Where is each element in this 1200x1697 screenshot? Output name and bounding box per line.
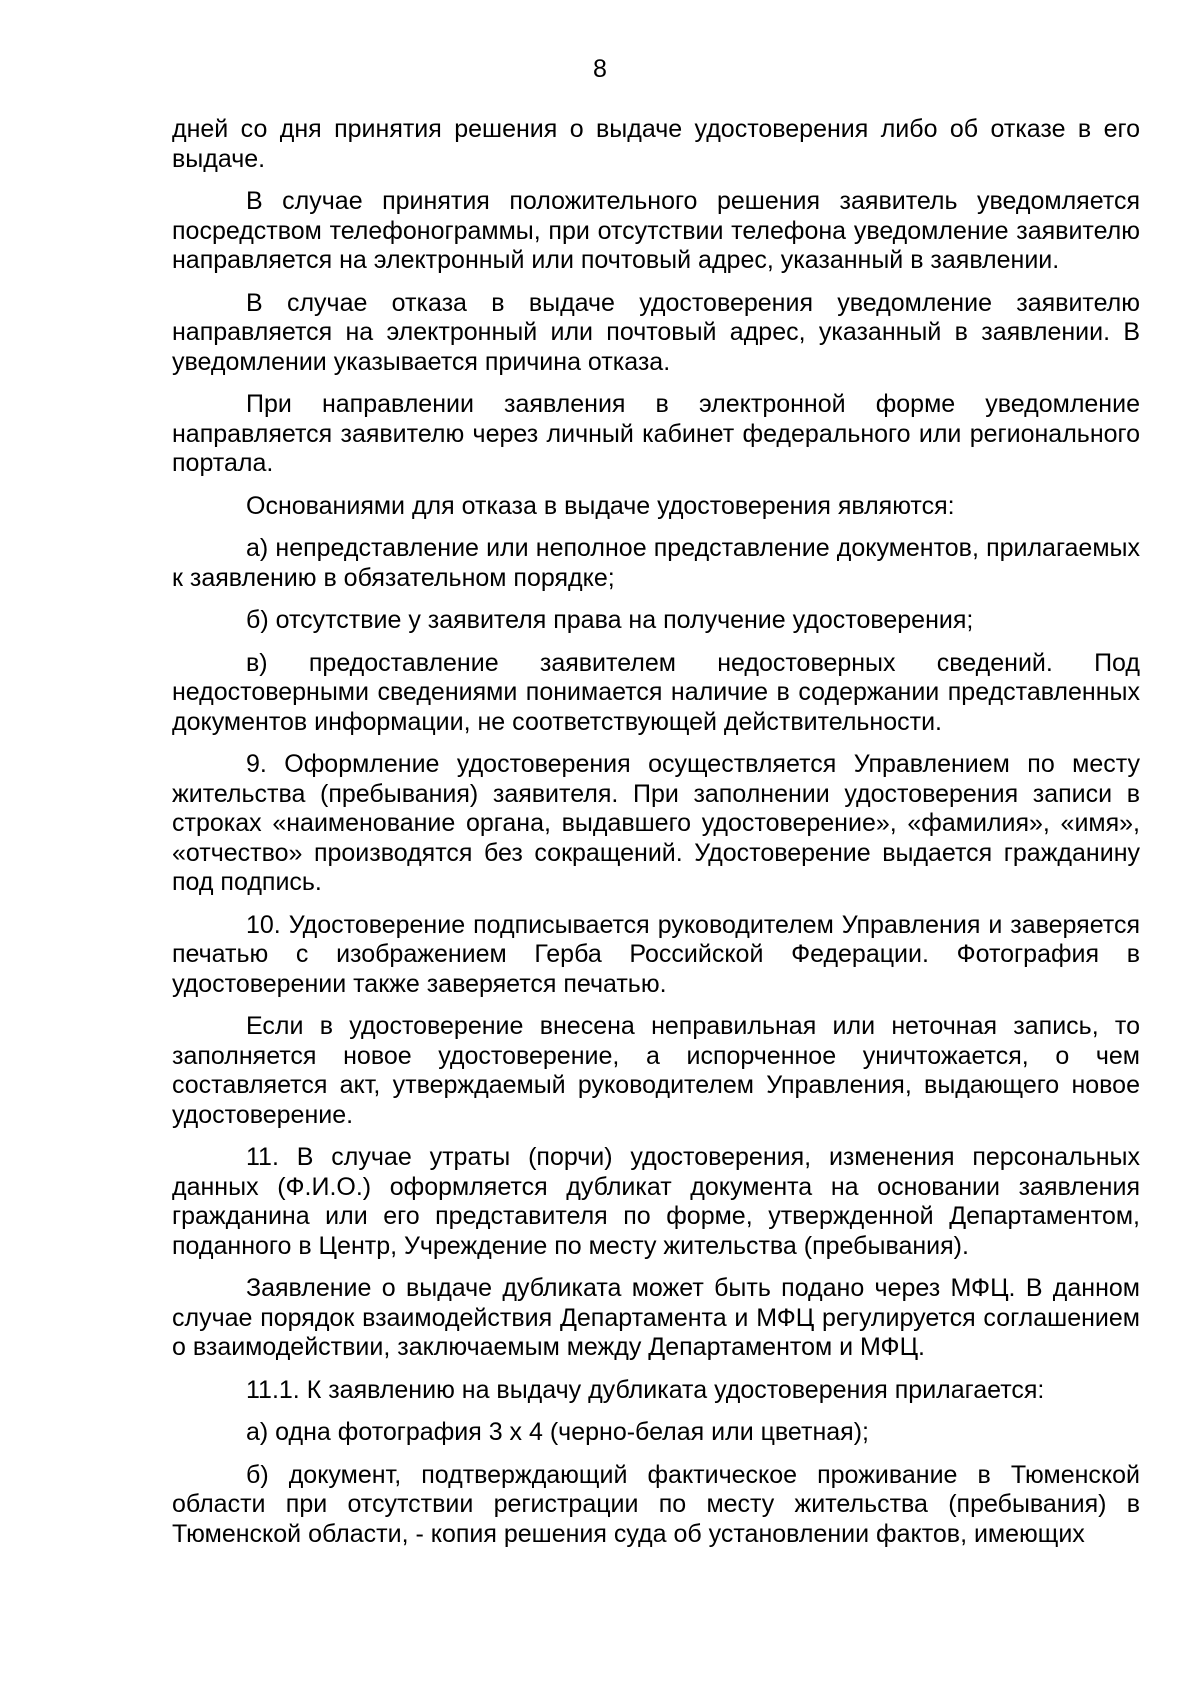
section-paragraph: 11.1. К заявлению на выдачу дубликата удостоверения прилагается: [246, 1375, 1045, 1404]
list-item: б) документ, подтверждающий фактическое проживание в Тюменской области при отсутствии регистрации по месту жительства (пребывания) в Тюменской области, - копия решения суда об установлении фактов, имеющих [172, 1460, 1140, 1548]
paragraph: В случае принятия положительного решения заявитель уведомляется посредством телефонограммы, при отсутствии телефона уведомление заявителю направляется на электронный или почтовый адрес, указанный в заявлении. [172, 187, 1140, 274]
page-number: 8 [593, 55, 607, 83]
paragraph: дней со дня принятия решения о выдаче удостоверения либо об отказе в его выдаче. [172, 115, 1140, 173]
document-body [172, 115, 1140, 1562]
list-item: а) одна фотография 3 х 4 (черно-белая или цветная); [246, 1418, 869, 1446]
paragraph: В случае отказа в выдаче удостоверения уведомление заявителю направляется на электронный или почтовый адрес, указанный в заявлении. В уведомлении указывается причина отказа. [172, 288, 1140, 376]
section-paragraph: 9. Оформление удостоверения осуществляется Управлением по месту жительства (пребывания) заявителя. При заполнении удостоверения записи в строках «наименование органа, выдавшего удостоверение», «фамилия», «имя», «отчество» производятся без сокращений. Удостоверение выдается гражданину под подпись. [172, 750, 1140, 896]
list-item: б) отсутствие у заявителя права на получение удостоверения; [246, 606, 974, 634]
paragraph: Заявление о выдаче дубликата может быть подано через МФЦ. В данном случае порядок взаимодействия Департамента и МФЦ регулируется соглашением о взаимодействии, заключаемым между Департаментом и МФЦ. [172, 1274, 1140, 1361]
paragraph: Основаниями для отказа в выдаче удостоверения являются: [246, 491, 955, 520]
paragraph: Если в удостоверение внесена неправильная или неточная запись, то заполняется новое удостоверение, а испорченное уничтожается, о чем составляется акт, утверждаемый руководителем Управления, выдающего новое удостоверение. [172, 1012, 1140, 1129]
list-item: а) непредставление или неполное представление документов, прилагаемых к заявлению в обязательном порядке; [172, 534, 1140, 592]
section-paragraph: 11. В случае утраты (порчи) удостоверения, изменения персональных данных (Ф.И.О.) оформляется дубликат документа на основании заявления гражданина или его представителя по форме, утвержденной Департаментом, поданного в Центр, Учреждение по месту жительства (пребывания). [172, 1143, 1140, 1260]
list-item: в) предоставление заявителем недостоверных сведений. Под недостоверными сведениями понимается наличие в содержании представленных документов информации, не соответствующей действительности. [172, 648, 1140, 736]
paragraph: При направлении заявления в электронной форме уведомление направляется заявителю через личный кабинет федерального или регионального портала. [172, 390, 1140, 477]
section-paragraph: 10. Удостоверение подписывается руководителем Управления и заверяется печатью с изображением Герба Российской Федерации. Фотография в удостоверении также заверяется печатью. [172, 910, 1140, 998]
